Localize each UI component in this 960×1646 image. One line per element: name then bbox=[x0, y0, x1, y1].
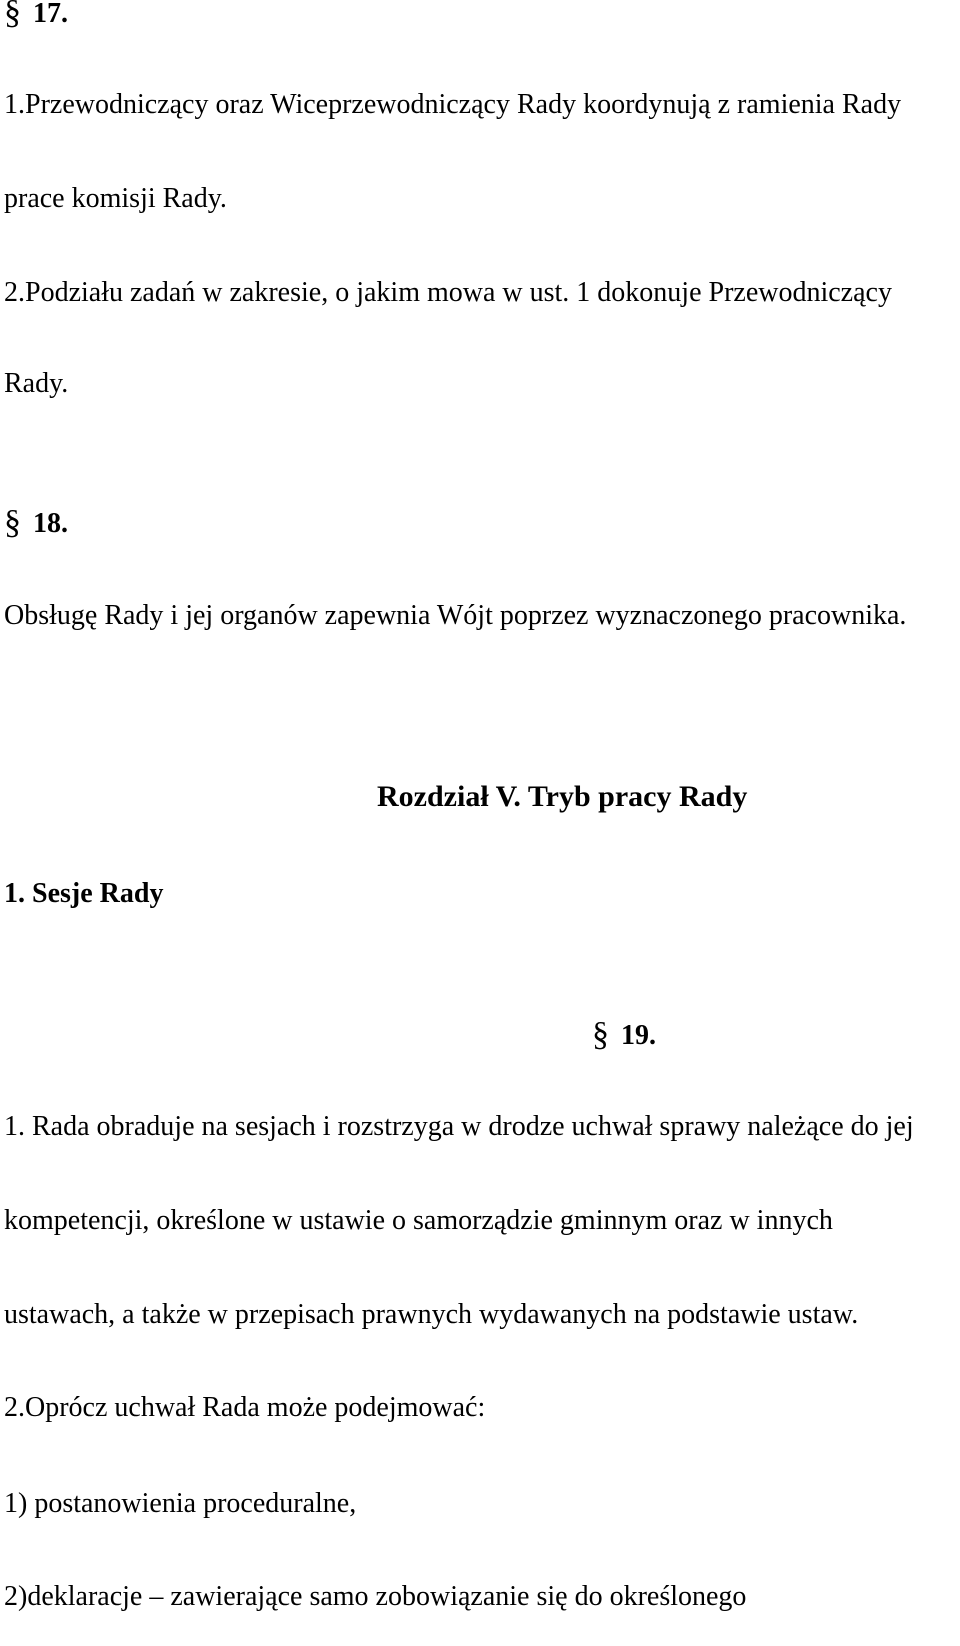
s19-list-item-2: 2)deklaracje – zawierające samo zobowiązanie się do określonego bbox=[4, 1581, 747, 1612]
section-17-heading bbox=[4, 0, 68, 31]
section-number: 18. bbox=[33, 508, 68, 539]
s17-paragraph-1-line-2: prace komisji Rady. bbox=[4, 183, 227, 214]
s19-paragraph-1-line-2: kompetencji, określone w ustawie o samorządzie gminnym oraz w innych bbox=[4, 1205, 833, 1236]
s18-text: Obsługę Rady i jej organów zapewnia Wójt poprzez wyznaczonego pracownika. bbox=[4, 600, 907, 631]
section-18-heading bbox=[4, 506, 68, 541]
section-19-heading bbox=[592, 1018, 656, 1053]
section-sign: § bbox=[592, 1016, 609, 1053]
s19-list-item-1: 1) postanowienia proceduralne, bbox=[4, 1488, 357, 1519]
s19-paragraph-2: 2.Oprócz uchwał Rada może podejmować: bbox=[4, 1392, 486, 1423]
s17-paragraph-2-line-1: 2.Podziału zadań w zakresie, o jakim mowa w ust. 1 dokonuje Przewodniczący bbox=[4, 277, 892, 308]
subheading-sesje-rady: 1. Sesje Rady bbox=[4, 878, 164, 909]
section-sign: § bbox=[4, 0, 21, 31]
section-number: 17. bbox=[33, 0, 68, 29]
s17-paragraph-1-line-1: 1.Przewodniczący oraz Wiceprzewodniczący Rady koordynują z ramienia Rady bbox=[4, 89, 902, 120]
section-sign: § bbox=[4, 504, 21, 541]
s19-paragraph-1-line-1: 1. Rada obraduje na sesjach i rozstrzyga w drodze uchwał sprawy należące do jej bbox=[4, 1111, 914, 1142]
s19-paragraph-1-line-3: ustawach, a także w przepisach prawnych wydawanych na podstawie ustaw. bbox=[4, 1299, 859, 1330]
section-number: 19. bbox=[621, 1020, 656, 1051]
s17-paragraph-2-line-2: Rady. bbox=[4, 368, 69, 399]
chapter-heading: Rozdział V. Tryb pracy Rady bbox=[377, 780, 748, 813]
